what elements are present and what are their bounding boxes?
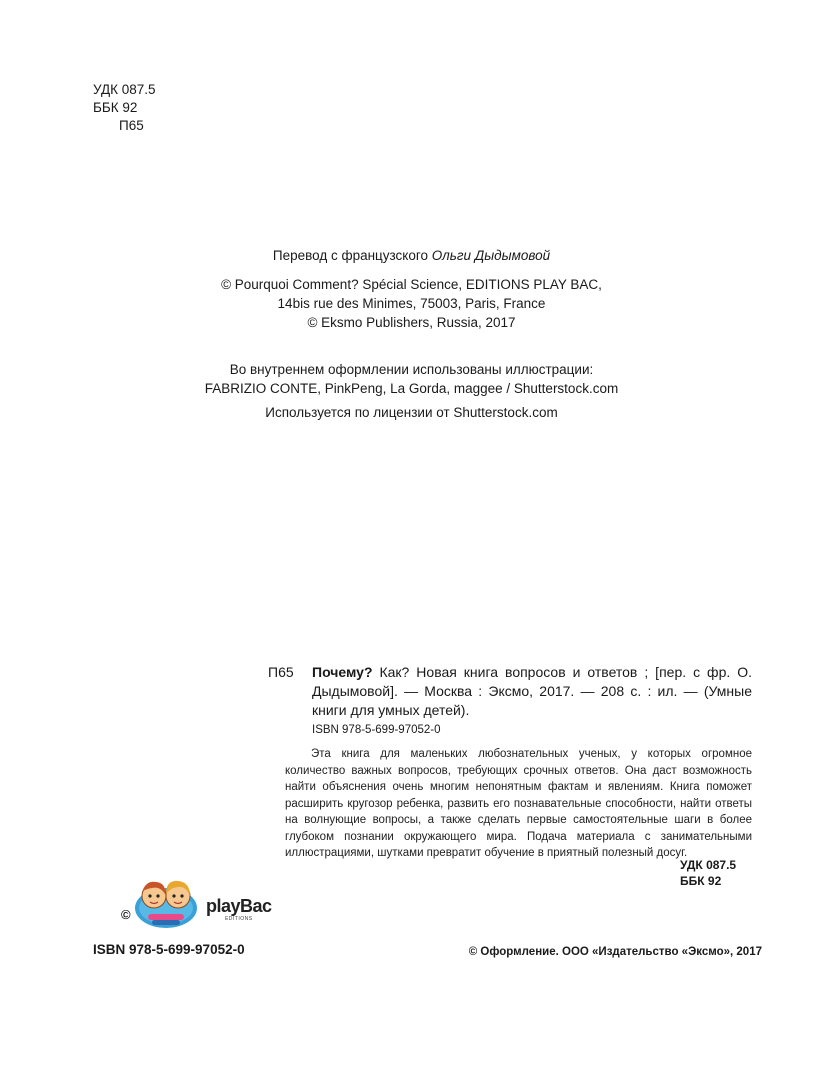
illustration-credits bbox=[0, 360, 823, 422]
footer-isbn: ISBN 978-5-699-97052-0 bbox=[93, 942, 245, 957]
catalog-isbn: ISBN 978-5-699-97052-0 bbox=[312, 724, 441, 736]
udk-code-bottom: УДК 087.5 bbox=[680, 858, 737, 872]
udk-code: УДК 087.5 bbox=[93, 82, 156, 97]
bbk-code-bottom: ББК 92 bbox=[680, 874, 722, 888]
illustrations-line-1: Во внутреннем оформлении использованы иллюстрации: bbox=[229, 362, 594, 377]
copyright-line-1: © Pourquoi Comment? Spécial Science, EDITIONS PLAY BAC, bbox=[221, 277, 602, 292]
catalog-rest: Как? Новая книга вопросов и ответов ; [пер. с фр. О. Дыдымовой]. — Москва : Эксмо, 2017. — 208 с. : ил. — (Умные книги для умных детей). bbox=[312, 664, 752, 718]
copyright-symbol: © bbox=[121, 907, 131, 922]
translator-name: Ольги Дыдымовой bbox=[431, 248, 551, 263]
playbac-wordmark: playBac bbox=[206, 896, 272, 916]
design-copyright: © Оформление. ООО «Издательство «Эксмо», 2017 bbox=[468, 946, 762, 958]
bbk-code: ББК 92 bbox=[93, 100, 138, 115]
book-annotation: Эта книга для маленьких любознательных ученых, у которых огромное количество важных вопросов, требующих срочных ответов. Она даст возможность найти объяснения очень многим непонятным фактам и явлениям. Книга поможет расширить кругозор ребенка, развить его познавательные способности, найти ответы на волнующие вопросы, а также сделать первые самостоятельные шаги в более глубоком познании окружающего мира. Подача материала с занимательными иллюстрациями, шутками превратит обучение в приятный полезный досуг. bbox=[285, 748, 752, 859]
playbac-logo bbox=[206, 896, 272, 922]
catalog-title: Почему? bbox=[312, 664, 373, 680]
children-collection-logo bbox=[132, 874, 200, 932]
copyright-line-3: © Eksmo Publishers, Russia, 2017 bbox=[307, 315, 516, 330]
catalog-code: П65 bbox=[268, 664, 294, 680]
playbac-editions: EDITIONS bbox=[224, 916, 253, 922]
copyright-block bbox=[0, 275, 823, 332]
translation-credit bbox=[0, 246, 823, 265]
catalog-description bbox=[268, 663, 752, 720]
illustrations-line-2: FABRIZIO CONTE, PinkPeng, La Gorda, maggee / Shutterstock.com bbox=[204, 381, 619, 396]
classification-bottom bbox=[680, 857, 736, 889]
author-mark: П65 bbox=[119, 118, 144, 133]
copyright-line-2: 14bis rue des Minimes, 75003, Paris, France bbox=[277, 296, 546, 311]
classification-top bbox=[93, 81, 156, 135]
catalog-entry bbox=[268, 663, 752, 720]
translation-prefix: Перевод с французского bbox=[272, 248, 432, 263]
illustrations-line-3: Используется по лицензии от Shutterstock.com bbox=[265, 405, 558, 420]
children-illustration-icon bbox=[132, 874, 200, 932]
